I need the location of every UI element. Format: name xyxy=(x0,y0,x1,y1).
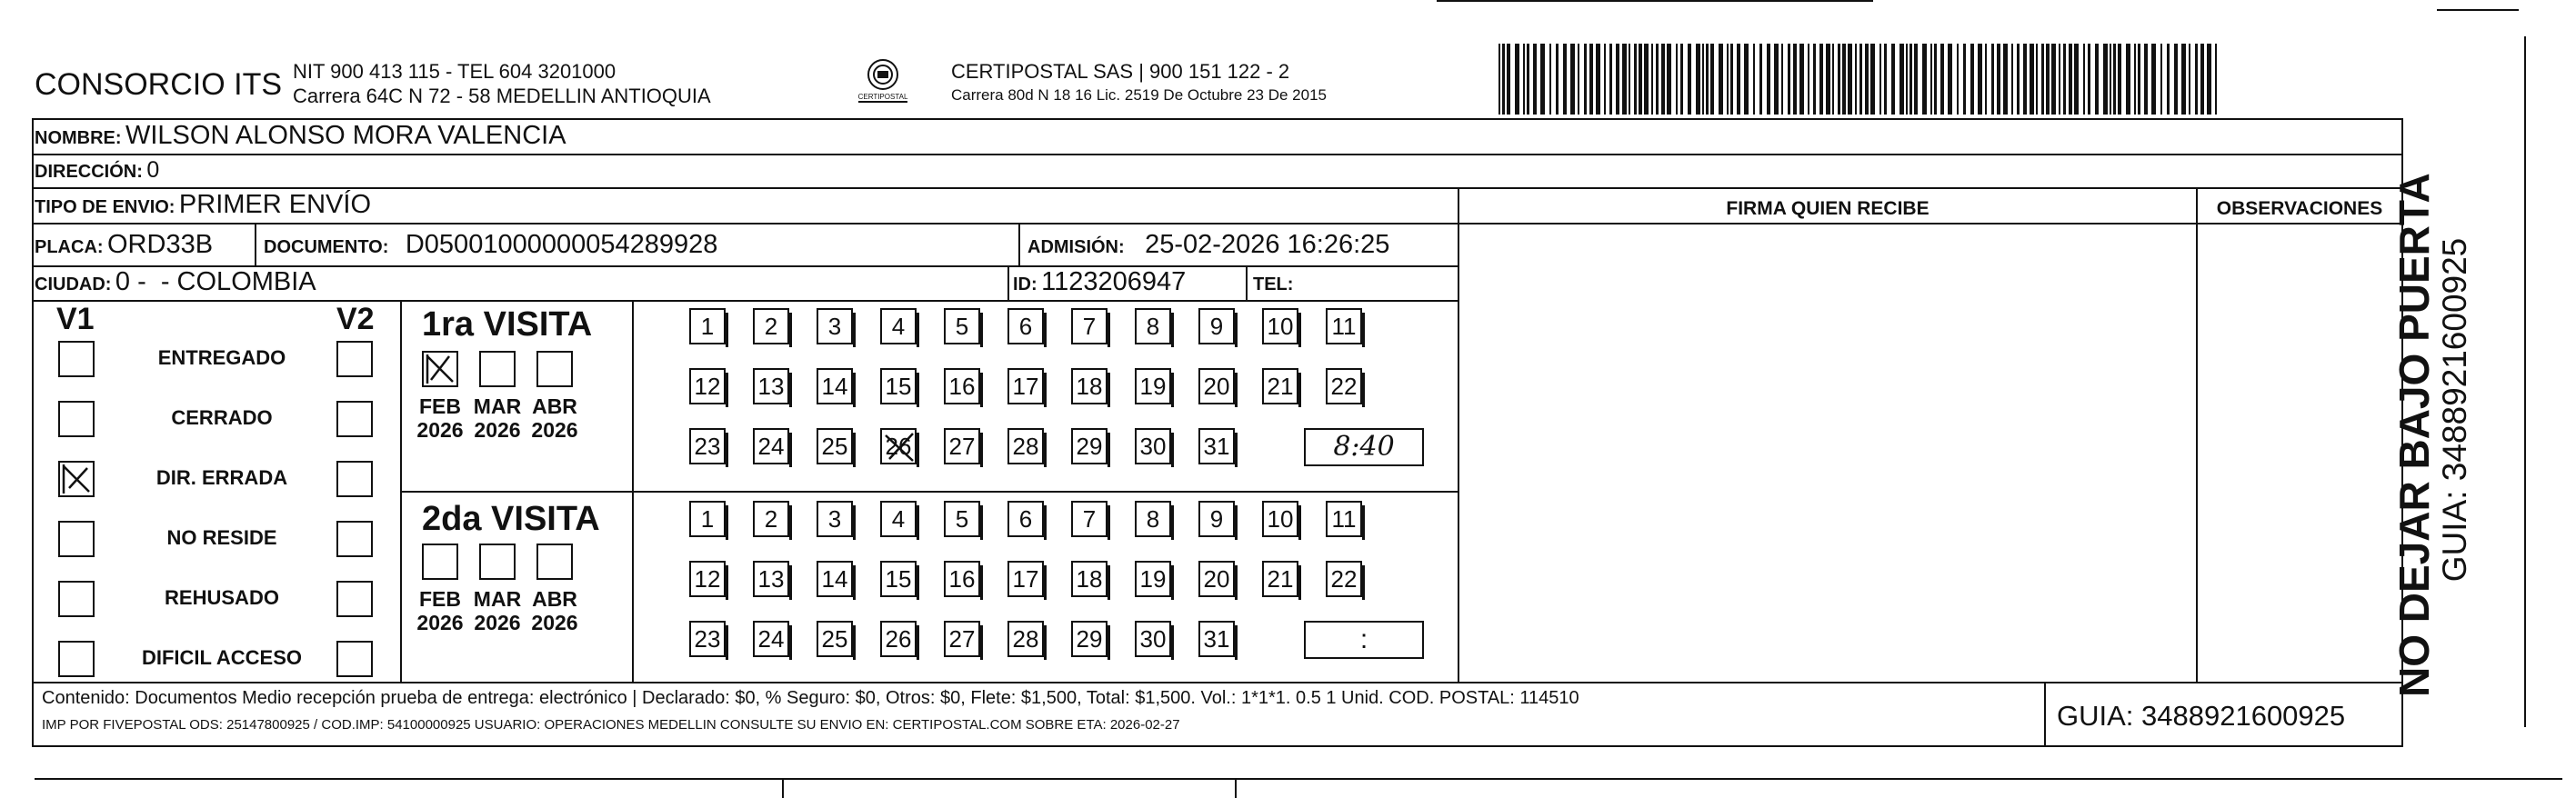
day-box[interactable]: 29 xyxy=(1071,621,1108,657)
barcode-bar xyxy=(1609,44,1612,115)
barcode-bar xyxy=(1644,44,1649,115)
day-box[interactable]: 21 xyxy=(1262,561,1298,597)
row-line-1 xyxy=(32,154,2403,155)
barcode-bar xyxy=(2017,44,2020,115)
day-box[interactable]: 30 xyxy=(1135,621,1171,657)
barcode-bar xyxy=(1744,44,1749,115)
day-box[interactable]: 8 xyxy=(1135,308,1171,344)
year-label: 2026 xyxy=(531,611,578,634)
admision-label: ADMISIÓN: xyxy=(1027,237,1125,257)
barcode-bar xyxy=(1563,44,1567,115)
barcode-bar xyxy=(1985,44,1987,115)
barcode-bar xyxy=(1870,44,1875,115)
status-label: CERRADO xyxy=(171,406,273,429)
barcode-bar xyxy=(1676,44,1678,115)
day-box[interactable]: 13 xyxy=(753,368,789,404)
barcode-bar xyxy=(2138,44,2140,115)
day-box[interactable]: 12 xyxy=(689,368,726,404)
barcode-bar xyxy=(1527,44,1529,115)
day-box[interactable]: 14 xyxy=(817,368,853,404)
id-divider xyxy=(1007,265,1009,300)
x-mark-icon xyxy=(424,353,456,385)
day-box[interactable]: 2 xyxy=(753,308,789,344)
admision-row xyxy=(1027,230,1389,260)
documento-row xyxy=(264,230,717,260)
barcode-bar xyxy=(1855,44,1857,115)
day-box[interactable]: 11 xyxy=(1326,501,1362,537)
barcode-bar xyxy=(2030,44,2034,115)
day-box[interactable]: 22 xyxy=(1326,368,1362,404)
barcode-bar xyxy=(1808,44,1809,115)
barcode-bar xyxy=(1948,44,1952,115)
first-visit-title: 1ra VISITA xyxy=(422,305,593,344)
day-box[interactable]: 20 xyxy=(1198,561,1235,597)
barcode-bar xyxy=(2167,44,2170,115)
barcode-bar xyxy=(2023,44,2027,115)
id-label: ID: xyxy=(1013,274,1037,294)
day-box[interactable]: 21 xyxy=(1262,368,1298,404)
barcode-bar xyxy=(2110,44,2111,115)
ciudad-row xyxy=(35,267,316,297)
barcode-bar xyxy=(2207,44,2211,115)
firma-divider xyxy=(1458,187,1459,683)
barcode-bar xyxy=(2144,44,2148,115)
v1-checkbox[interactable] xyxy=(58,401,95,437)
v2-checkbox[interactable] xyxy=(336,461,373,497)
barcode-bar xyxy=(1706,44,1709,115)
section-line xyxy=(400,491,1459,493)
barcode-bar xyxy=(2083,44,2085,115)
day-box[interactable]: 31 xyxy=(1198,621,1235,657)
top-edge xyxy=(1437,0,1873,2)
barcode-bar xyxy=(2069,44,2072,115)
day-box[interactable]: 23 xyxy=(689,428,726,464)
footer-content: Contenido: Documentos Medio recepción prueba de entrega: electrónico | Declarado: $0, % Seguro: $0, Otros: $0, Flete: $1,500, Total: $1,500. Vol.: 1*1*1. 0.5 1 Unid. COD. POSTAL: 114510 xyxy=(42,688,1579,708)
v1-checkbox[interactable] xyxy=(58,461,95,497)
barcode-bar xyxy=(1884,44,1887,115)
barcode-bar xyxy=(1781,44,1783,115)
footer-guia: GUIA: 3488921600925 xyxy=(2057,700,2346,732)
v2-checkbox[interactable] xyxy=(336,641,373,677)
carrier-address: Carrera 80d N 18 16 Lic. 2519 De Octubre 23 De 2015 xyxy=(951,86,1327,104)
tipo-value: PRIMER ENVÍO xyxy=(178,190,372,219)
barcode-bar xyxy=(1813,44,1816,115)
barcode-bar xyxy=(1719,44,1723,115)
direccion-label: DIRECCIÓN: xyxy=(35,162,143,182)
company-address: Carrera 64C N 72 - 58 MEDELLIN ANTIOQUIA xyxy=(293,85,711,107)
barcode-bar xyxy=(2215,44,2217,115)
barcode-bar xyxy=(1656,44,1659,115)
documento-label: DOCUMENTO: xyxy=(264,237,389,257)
day-box[interactable]: 10 xyxy=(1262,308,1298,344)
barcode-bar xyxy=(1604,44,1606,115)
barcode-bar xyxy=(2095,44,2099,115)
barcode xyxy=(1498,44,2226,115)
barcode-bar xyxy=(1793,44,1797,115)
barcode-bar xyxy=(2195,44,2198,115)
day-box[interactable]: 27 xyxy=(944,428,980,464)
day-box[interactable]: 9 xyxy=(1198,308,1235,344)
barcode-bar xyxy=(1680,44,1683,115)
barcode-bar xyxy=(1826,44,1830,115)
tipo-row xyxy=(35,190,371,220)
row-line-5 xyxy=(32,300,1459,302)
day-box[interactable]: 27 xyxy=(944,621,980,657)
day-box[interactable]: 14 xyxy=(817,561,853,597)
barcode-bar xyxy=(2181,44,2186,115)
year-label: 2026 xyxy=(474,418,521,442)
barcode-bar xyxy=(2118,44,2121,115)
row-line-3 xyxy=(32,223,2403,224)
barcode-bar xyxy=(1556,44,1559,115)
time-box[interactable]: 8:40 xyxy=(1304,428,1424,466)
month-checkbox[interactable] xyxy=(536,544,573,580)
month-label: FEB xyxy=(419,394,461,418)
documento-value: D05001000000054289928 xyxy=(405,230,718,259)
year-label: 2026 xyxy=(416,611,464,634)
day-box[interactable]: 20 xyxy=(1198,368,1235,404)
barcode-bar xyxy=(2160,44,2162,115)
day-box[interactable]: 16 xyxy=(944,561,980,597)
v1-header: V1 xyxy=(56,302,95,336)
day-box[interactable]: 19 xyxy=(1135,368,1171,404)
barcode-bar xyxy=(2174,44,2178,115)
x-mark-icon xyxy=(60,463,93,495)
day-box[interactable]: 16 xyxy=(944,368,980,404)
barcode-bar xyxy=(1767,44,1770,115)
barcode-bar xyxy=(1991,44,1994,115)
barcode-bar xyxy=(2059,44,2060,115)
tel-row xyxy=(1253,267,1293,297)
day-box[interactable]: 17 xyxy=(1007,368,1044,404)
barcode-bar xyxy=(1899,44,1904,115)
day-box[interactable]: 7 xyxy=(1071,308,1108,344)
v1-checkbox[interactable] xyxy=(58,341,95,377)
second-visit-title: 2da VISITA xyxy=(422,500,600,538)
footer-top xyxy=(32,682,2403,683)
obs-divider xyxy=(2196,187,2198,683)
year-label: 2026 xyxy=(474,611,521,634)
day-box[interactable]: 4 xyxy=(880,501,917,537)
barcode-bar xyxy=(2041,44,2044,115)
barcode-bar xyxy=(2113,44,2116,115)
barcode-bar xyxy=(1498,44,1500,115)
v2-checkbox[interactable] xyxy=(336,341,373,377)
status-label: DIFICIL ACCESO xyxy=(141,646,302,669)
barcode-bar xyxy=(1906,44,1908,115)
status-label: DIR. ERRADA xyxy=(155,466,288,489)
barcode-bar xyxy=(1978,44,1982,115)
guia-divider xyxy=(2044,682,2046,745)
day-box[interactable]: 29 xyxy=(1071,428,1108,464)
day-box[interactable]: 18 xyxy=(1071,561,1108,597)
day-box[interactable]: 12 xyxy=(689,561,726,597)
barcode-bar xyxy=(1578,44,1579,115)
month-label: FEB xyxy=(419,587,461,611)
day-box[interactable]: 7 xyxy=(1071,501,1108,537)
barcode-bar xyxy=(1957,44,1959,115)
barcode-bar xyxy=(2151,44,2156,115)
barcode-bar xyxy=(1540,44,1545,115)
day-box[interactable]: 13 xyxy=(753,561,789,597)
barcode-bar xyxy=(1963,44,1966,115)
barcode-bar xyxy=(1688,44,1691,115)
placa-row xyxy=(35,230,213,260)
year-label: 2026 xyxy=(531,418,578,442)
barcode-bar xyxy=(1865,44,1869,115)
barcode-bar xyxy=(1634,44,1637,115)
day-box[interactable]: 31 xyxy=(1198,428,1235,464)
barcode-bar xyxy=(1629,44,1630,115)
day-box[interactable]: 10 xyxy=(1262,501,1298,537)
barcode-bar xyxy=(1570,44,1575,115)
barcode-bar xyxy=(2074,44,2079,115)
top-right-edge xyxy=(2437,9,2519,11)
day-box[interactable]: 24 xyxy=(753,428,789,464)
v2-header: V2 xyxy=(336,302,375,336)
v1-checkbox[interactable] xyxy=(58,521,95,557)
month-checkbox[interactable] xyxy=(479,351,516,387)
day-box[interactable]: 30 xyxy=(1135,428,1171,464)
barcode-bar xyxy=(1848,44,1852,115)
day-box[interactable]: 28 xyxy=(1007,428,1044,464)
barcode-bar xyxy=(1584,44,1587,115)
admision-value: 25-02-2026 16:26:25 xyxy=(1145,230,1390,259)
frame-top xyxy=(32,118,2403,120)
barcode-bar xyxy=(2003,44,2008,115)
barcode-bar xyxy=(2051,44,2056,115)
side-guia: GUIA: 3488921600925 xyxy=(2436,237,2473,583)
day-box[interactable]: 9 xyxy=(1198,501,1235,537)
day-box[interactable]: 28 xyxy=(1007,621,1044,657)
direccion-value: 0 xyxy=(146,157,160,183)
month-checkbox[interactable] xyxy=(422,544,458,580)
barcode-bar xyxy=(2036,44,2038,115)
v2-checkbox[interactable] xyxy=(336,401,373,437)
company-name: CONSORCIO ITS xyxy=(35,67,283,102)
frame-bottom xyxy=(32,745,2403,747)
day-box[interactable]: 1 xyxy=(689,308,726,344)
bottom-tab xyxy=(782,778,1237,798)
x-mark-icon xyxy=(882,430,918,466)
ciudad-value: 0 - - COLOMBIA xyxy=(115,267,316,296)
day-box[interactable]: 5 xyxy=(944,501,980,537)
barcode-bar xyxy=(1639,44,1642,115)
barcode-bar xyxy=(1940,44,1944,115)
v1-checkbox[interactable] xyxy=(58,581,95,617)
barcode-bar xyxy=(1622,44,1627,115)
frame-left xyxy=(32,118,34,747)
barcode-bar xyxy=(1616,44,1619,115)
firma-header: FIRMA QUIEN RECIBE xyxy=(1726,198,1929,219)
barcode-bar xyxy=(1651,44,1653,115)
barcode-bar xyxy=(2088,44,2090,115)
logo-text: CERTIPOSTAL xyxy=(857,93,908,101)
barcode-bar xyxy=(1661,44,1665,115)
barcode-bar xyxy=(1502,44,1505,115)
nombre-value: WILSON ALONSO MORA VALENCIA xyxy=(125,121,566,150)
day-box[interactable]: 26 xyxy=(880,621,917,657)
v1-checkbox[interactable] xyxy=(58,641,95,677)
barcode-bar xyxy=(1589,44,1593,115)
barcode-bar xyxy=(1922,44,1927,115)
month-label: ABR xyxy=(532,394,577,418)
day-box[interactable]: 25 xyxy=(817,621,853,657)
day-box[interactable]: 4 xyxy=(880,308,917,344)
day-box[interactable]: 6 xyxy=(1007,501,1044,537)
day-box[interactable]: 19 xyxy=(1135,561,1171,597)
v2-checkbox[interactable] xyxy=(336,581,373,617)
day-box[interactable]: 11 xyxy=(1326,308,1362,344)
nombre-label: NOMBRE: xyxy=(35,128,122,148)
nombre-row xyxy=(35,121,566,151)
month-label: ABR xyxy=(532,587,577,611)
month-checkbox[interactable] xyxy=(479,544,516,580)
barcode-bar xyxy=(1909,44,1912,115)
barcode-bar xyxy=(1799,44,1804,115)
barcode-bar xyxy=(1696,44,1700,115)
day-box[interactable]: 25 xyxy=(817,428,853,464)
day-box[interactable]: 3 xyxy=(817,308,853,344)
status-label: ENTREGADO xyxy=(157,346,286,369)
barcode-bar xyxy=(1819,44,1823,115)
direccion-row xyxy=(35,155,159,185)
barcode-bar xyxy=(1753,44,1755,115)
day-box[interactable]: 18 xyxy=(1071,368,1108,404)
barcode-bar xyxy=(1515,44,1519,115)
barcode-bar xyxy=(1702,44,1704,115)
right-margin-line xyxy=(2524,36,2526,727)
barcode-bar xyxy=(1788,44,1790,115)
company-nit: NIT 900 413 115 - TEL 604 3201000 xyxy=(293,60,616,83)
day-box[interactable]: 17 xyxy=(1007,561,1044,597)
ciudad-label: CIUDAD: xyxy=(35,274,112,294)
barcode-bar xyxy=(1842,44,1846,115)
footer-print-info: IMP POR FIVEPOSTAL ODS: 25147800925 / COD.IMP: 54100000925 USUARIO: OPERACIONES MEDELLIN CONSULTE SU ENVIO EN: CERTIPOSTAL.COM SOBRE ETA: 2026-02-27 xyxy=(42,717,1180,733)
day-box[interactable]: 15 xyxy=(880,561,917,597)
day-box[interactable]: 15 xyxy=(880,368,917,404)
barcode-bar xyxy=(1859,44,1862,115)
barcode-bar xyxy=(1533,44,1537,115)
barcode-bar xyxy=(2063,44,2066,115)
day-box[interactable]: 6 xyxy=(1007,308,1044,344)
month-checkbox[interactable] xyxy=(422,351,458,387)
barcode-bar xyxy=(1727,44,1729,115)
barcode-bar xyxy=(1934,44,1937,115)
calendar-divider xyxy=(632,300,634,683)
barcode-bar xyxy=(1891,44,1895,115)
day-box[interactable]: 24 xyxy=(753,621,789,657)
day-box[interactable]: 3 xyxy=(817,501,853,537)
barcode-bar xyxy=(1930,44,1932,115)
barcode-bar xyxy=(1774,44,1779,115)
status-divider xyxy=(400,300,402,683)
day-box[interactable]: 8 xyxy=(1135,501,1171,537)
month-label: MAR xyxy=(473,394,522,418)
barcode-bar xyxy=(2134,44,2136,115)
barcode-bar xyxy=(1879,44,1881,115)
day-box[interactable]: 23 xyxy=(689,621,726,657)
barcode-bar xyxy=(1507,44,1510,115)
barcode-bar xyxy=(2011,44,2013,115)
day-box[interactable]: 22 xyxy=(1326,561,1362,597)
observaciones-header: OBSERVACIONES xyxy=(2216,198,2383,219)
barcode-bar xyxy=(2046,44,2050,115)
barcode-bar xyxy=(2200,44,2204,115)
barcode-bar xyxy=(1737,44,1740,115)
tel-label: TEL: xyxy=(1253,274,1294,294)
status-label: REHUSADO xyxy=(165,586,279,609)
admision-divider xyxy=(1018,223,1020,265)
status-label: NO RESIDE xyxy=(166,526,277,549)
barcode-bar xyxy=(1549,44,1551,115)
day-box[interactable]: 2 xyxy=(753,501,789,537)
tipo-label: TIPO DE ENVIO: xyxy=(35,197,175,217)
day-box[interactable]: 26 xyxy=(880,428,917,464)
barcode-bar xyxy=(1838,44,1840,115)
barcode-bar xyxy=(1710,44,1714,115)
barcode-bar xyxy=(1730,44,1733,115)
placa-divider xyxy=(255,223,256,265)
time-box[interactable]: : xyxy=(1304,621,1424,659)
tel-divider xyxy=(1246,265,1248,300)
barcode-bar xyxy=(2126,44,2130,115)
month-checkbox[interactable] xyxy=(536,351,573,387)
day-box[interactable]: 1 xyxy=(689,501,726,537)
barcode-bar xyxy=(1596,44,1600,115)
barcode-bar xyxy=(1667,44,1671,115)
barcode-bar xyxy=(1523,44,1525,115)
barcode-bar xyxy=(1832,44,1834,115)
bottom-edge-line xyxy=(35,778,2562,780)
id-value: 1123206947 xyxy=(1041,267,1187,296)
barcode-bar xyxy=(1759,44,1762,115)
month-label: MAR xyxy=(473,587,522,611)
day-box[interactable]: 5 xyxy=(944,308,980,344)
row-line-2 xyxy=(32,187,2403,189)
barcode-bar xyxy=(1914,44,1918,115)
no-dejar-bajo-puerta: NO DEJAR BAJO PUERTA xyxy=(2391,173,2438,697)
placa-value: ORD33B xyxy=(107,230,214,259)
id-row xyxy=(1013,267,1186,297)
barcode-bar xyxy=(2103,44,2108,115)
placa-label: PLACA: xyxy=(35,237,104,257)
year-label: 2026 xyxy=(416,418,464,442)
barcode-bar xyxy=(1970,44,1974,115)
barcode-bar xyxy=(1997,44,2000,115)
barcode-bar xyxy=(2189,44,2190,115)
v2-checkbox[interactable] xyxy=(336,521,373,557)
carrier-name: CERTIPOSTAL SAS | 900 151 122 - 2 xyxy=(951,60,1290,83)
